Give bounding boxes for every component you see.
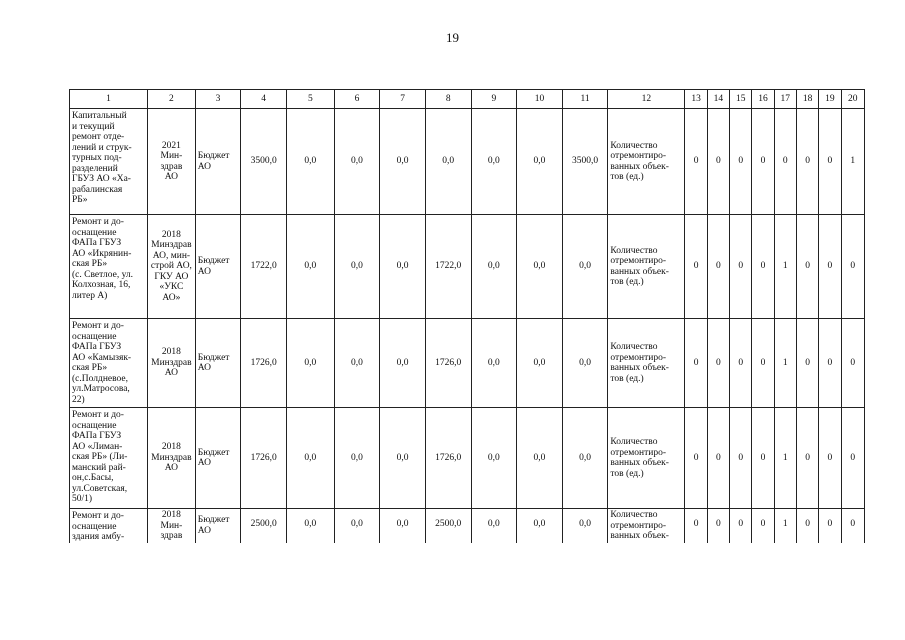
- indicator-value-cell: 0: [819, 509, 841, 544]
- column-header: 1: [70, 90, 148, 109]
- indicator-value-cell: 0: [752, 408, 774, 509]
- indicator-value-cell: 0: [841, 215, 864, 319]
- project-name-cell: Ремонт и до- оснащение ФАПа ГБУЗ АО «Икрянин- ская РБ» (с. Светлое, ул. Колхозная, 16, литер А): [70, 215, 148, 319]
- executor-cell: 2018 Минздрав АО: [148, 408, 196, 509]
- indicator-value-cell: 0: [707, 319, 729, 408]
- amount-cell: 0,0: [380, 319, 426, 408]
- indicator-value-cell: 0: [752, 509, 774, 544]
- indicator-value-cell: 0: [796, 319, 818, 408]
- amount-cell: 0,0: [425, 109, 471, 215]
- header-row: [70, 90, 865, 109]
- page-number: 19: [446, 30, 459, 45]
- amount-cell: 0,0: [334, 509, 380, 544]
- indicator-value-cell: 1: [774, 319, 796, 408]
- amount-cell: 3500,0: [562, 109, 608, 215]
- column-header: 20: [841, 90, 864, 109]
- indicator-value-cell: 0: [685, 215, 707, 319]
- indicator-value-cell: 0: [707, 109, 729, 215]
- amount-cell: 0,0: [471, 215, 517, 319]
- table-row: [70, 109, 865, 215]
- table-row: [70, 408, 865, 509]
- amount-cell: 0,0: [471, 109, 517, 215]
- amount-cell: 0,0: [286, 509, 334, 544]
- amount-cell: 0,0: [380, 215, 426, 319]
- indicator-value-cell: 0: [796, 408, 818, 509]
- amount-cell: 0,0: [562, 408, 608, 509]
- indicator-value-cell: 0: [841, 509, 864, 544]
- amount-cell: 0,0: [380, 408, 426, 509]
- indicator-value-cell: 0: [752, 319, 774, 408]
- indicator-value-cell: 0: [730, 509, 752, 544]
- table-row: [70, 509, 865, 544]
- project-name-cell: Ремонт и до- оснащение ФАПа ГБУЗ АО «Лиман- ская РБ» (Ли- манский рай- он,с.Басы, ул.Советская, 50/1): [70, 408, 148, 509]
- data-table: [69, 89, 865, 543]
- column-header: 10: [517, 90, 563, 109]
- column-header: 6: [334, 90, 380, 109]
- table-row: [70, 319, 865, 408]
- indicator-value-cell: 1: [841, 109, 864, 215]
- amount-cell: 1726,0: [241, 319, 287, 408]
- amount-cell: 1726,0: [425, 408, 471, 509]
- amount-cell: 0,0: [517, 215, 563, 319]
- indicator-cell: Количество отремонтиро- ванных объек- тов (ед.): [608, 319, 685, 408]
- column-header: 9: [471, 90, 517, 109]
- column-header: 5: [286, 90, 334, 109]
- indicator-value-cell: 0: [841, 319, 864, 408]
- amount-cell: 0,0: [286, 408, 334, 509]
- amount-cell: 0,0: [471, 509, 517, 544]
- indicator-value-cell: 0: [819, 319, 841, 408]
- funding-source-cell: Бюджет АО: [195, 109, 241, 215]
- funding-source-cell: Бюджет АО: [195, 509, 241, 544]
- indicator-value-cell: 0: [796, 509, 818, 544]
- amount-cell: 3500,0: [241, 109, 287, 215]
- funding-source-cell: Бюджет АО: [195, 215, 241, 319]
- column-header: 15: [730, 90, 752, 109]
- amount-cell: 1726,0: [425, 319, 471, 408]
- amount-cell: 0,0: [471, 408, 517, 509]
- amount-cell: 0,0: [286, 215, 334, 319]
- amount-cell: 0,0: [517, 408, 563, 509]
- indicator-value-cell: 1: [774, 509, 796, 544]
- column-header: 13: [685, 90, 707, 109]
- amount-cell: 2500,0: [425, 509, 471, 544]
- column-header: 8: [425, 90, 471, 109]
- indicator-value-cell: 0: [685, 509, 707, 544]
- amount-cell: 0,0: [334, 215, 380, 319]
- indicator-cell: Количество отремонтиро- ванных объек- тов (ед.): [608, 109, 685, 215]
- column-header: 3: [195, 90, 241, 109]
- indicator-value-cell: 0: [752, 109, 774, 215]
- column-header: 7: [380, 90, 426, 109]
- indicator-value-cell: 0: [730, 109, 752, 215]
- indicator-value-cell: 0: [730, 215, 752, 319]
- amount-cell: 0,0: [286, 109, 334, 215]
- indicator-value-cell: 0: [841, 408, 864, 509]
- indicator-value-cell: 0: [730, 319, 752, 408]
- amount-cell: 0,0: [334, 109, 380, 215]
- amount-cell: 1722,0: [425, 215, 471, 319]
- executor-cell: 2018 Минздрав АО: [148, 319, 196, 408]
- funding-source-cell: Бюджет АО: [195, 319, 241, 408]
- amount-cell: 0,0: [562, 509, 608, 544]
- amount-cell: 0,0: [517, 109, 563, 215]
- column-header: 2: [148, 90, 196, 109]
- funding-source-cell: Бюджет АО: [195, 408, 241, 509]
- column-header: 4: [241, 90, 287, 109]
- amount-cell: 1726,0: [241, 408, 287, 509]
- project-name-cell: Ремонт и до- оснащение здания амбу-: [70, 509, 148, 544]
- amount-cell: 0,0: [517, 319, 563, 408]
- amount-cell: 0,0: [517, 509, 563, 544]
- amount-cell: 0,0: [562, 319, 608, 408]
- executor-cell: 2018 Мин- здрав: [148, 509, 196, 544]
- indicator-value-cell: 0: [752, 215, 774, 319]
- amount-cell: 0,0: [380, 509, 426, 544]
- indicator-value-cell: 1: [774, 215, 796, 319]
- indicator-value-cell: 0: [774, 109, 796, 215]
- amount-cell: 0,0: [380, 109, 426, 215]
- column-header: 12: [608, 90, 685, 109]
- indicator-value-cell: 0: [819, 408, 841, 509]
- indicator-value-cell: 0: [819, 215, 841, 319]
- amount-cell: 0,0: [471, 319, 517, 408]
- indicator-value-cell: 0: [796, 109, 818, 215]
- amount-cell: 0,0: [562, 215, 608, 319]
- indicator-value-cell: 1: [774, 408, 796, 509]
- indicator-value-cell: 0: [707, 509, 729, 544]
- indicator-value-cell: 0: [707, 215, 729, 319]
- indicator-value-cell: 0: [707, 408, 729, 509]
- amount-cell: 1722,0: [241, 215, 287, 319]
- data-table-container: [69, 89, 865, 543]
- column-header: 19: [819, 90, 841, 109]
- executor-cell: 2021 Мин- здрав АО: [148, 109, 196, 215]
- indicator-cell: Количество отремонтиро- ванных объек-: [608, 509, 685, 544]
- executor-cell: 2018 Минздрав АО, мин- строй АО, ГКУ АО «УКС АО»: [148, 215, 196, 319]
- table-row: [70, 215, 865, 319]
- indicator-value-cell: 0: [685, 319, 707, 408]
- project-name-cell: Капитальный и текущий ремонт отде- лений и струк- турных под- разделений ГБУЗ АО «Ха- рабалинская РБ»: [70, 109, 148, 215]
- amount-cell: 2500,0: [241, 509, 287, 544]
- amount-cell: 0,0: [286, 319, 334, 408]
- amount-cell: 0,0: [334, 319, 380, 408]
- indicator-value-cell: 0: [796, 215, 818, 319]
- indicator-cell: Количество отремонтиро- ванных объек- тов (ед.): [608, 215, 685, 319]
- project-name-cell: Ремонт и до- оснащение ФАПа ГБУЗ АО «Камызяк- ская РБ» (с.Полдневое, ул.Матросова, 22): [70, 319, 148, 408]
- indicator-value-cell: 0: [685, 109, 707, 215]
- column-header: 14: [707, 90, 729, 109]
- column-header: 16: [752, 90, 774, 109]
- indicator-value-cell: 0: [685, 408, 707, 509]
- amount-cell: 0,0: [334, 408, 380, 509]
- indicator-cell: Количество отремонтиро- ванных объек- тов (ед.): [608, 408, 685, 509]
- column-header: 11: [562, 90, 608, 109]
- indicator-value-cell: 0: [819, 109, 841, 215]
- column-header: 18: [796, 90, 818, 109]
- indicator-value-cell: 0: [730, 408, 752, 509]
- column-header: 17: [774, 90, 796, 109]
